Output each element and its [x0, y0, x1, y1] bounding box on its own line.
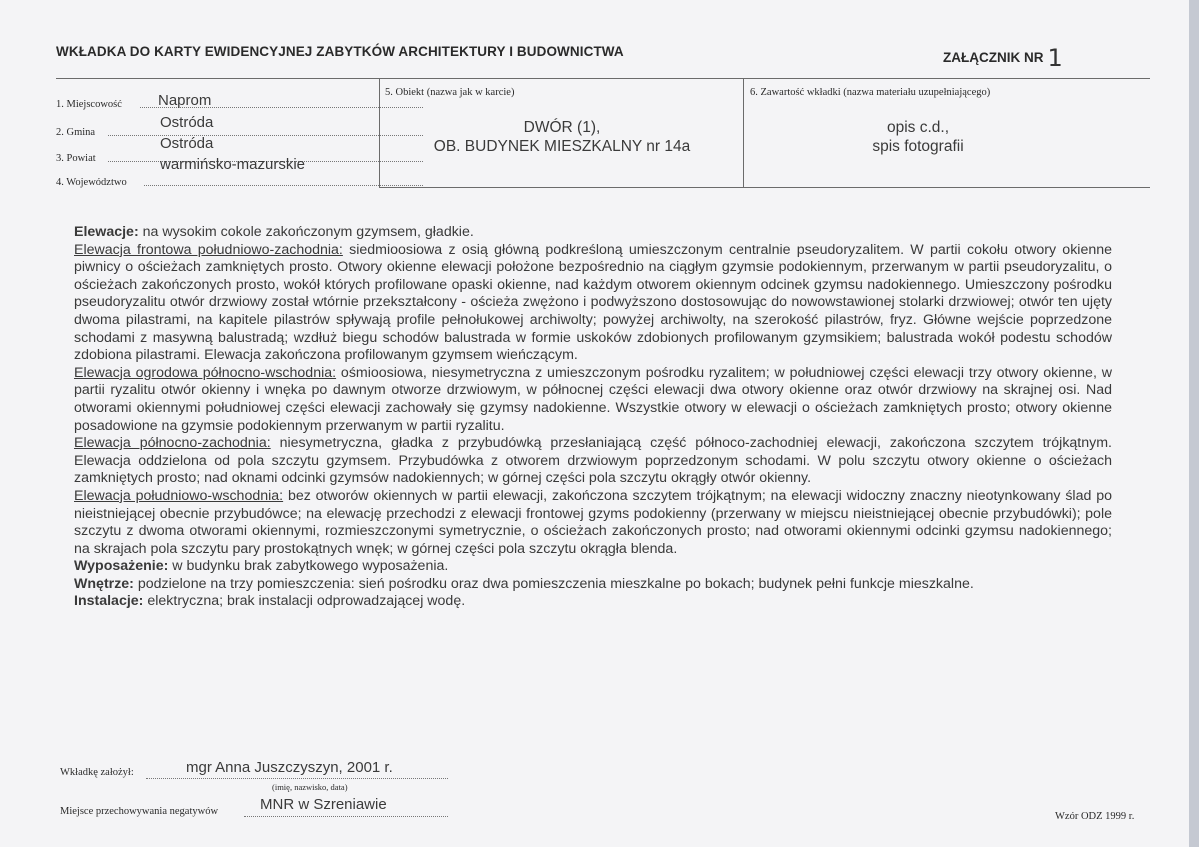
contents-line-1: opis c.d.,: [886, 119, 950, 136]
paragraph-garden: [74, 365, 1112, 435]
field-miejscowosc: [56, 92, 376, 110]
paragraph-front: [74, 242, 1112, 365]
object-line-1: DWÓR (1),: [523, 119, 601, 136]
heading-front: Elewacja frontowa południowo-zachodnia:: [74, 241, 343, 258]
field-gmina: [56, 120, 376, 138]
paragraph-wnetrze: [74, 576, 1112, 594]
heading-wyposazenie: Wyposażenie:: [74, 558, 169, 575]
heading-nw: Elewacja północno-zachodnia:: [74, 435, 271, 452]
object-label: 5. Obiekt (nazwa jak w karcie): [385, 87, 515, 98]
paper-edge: [1189, 0, 1199, 847]
paragraph-wyposazenie: [74, 558, 1112, 576]
paragraph-elewacje: [74, 224, 1112, 242]
author-hint: (imię, nazwisko, data): [272, 782, 348, 792]
dotted-line: [108, 135, 423, 136]
form-code: Wzór ODZ 1999 r.: [1055, 811, 1135, 822]
powiat-label: 3. Powiat: [56, 153, 96, 164]
text-elewacje: na wysokim cokole zakończonym gzymsem, gładkie.: [138, 224, 474, 240]
dotted-line: [146, 778, 448, 779]
heading-garden: Elewacja ogrodowa północno-wschodnia:: [74, 364, 337, 381]
miejscowosc-label: 1. Miejscowość: [56, 99, 122, 110]
object-name: [381, 118, 743, 156]
text-nw: niesymetryczna, gładka z przybudówką przesłaniającą część północo-zachodniej elewacji, zakończona szczytem trójkątnym. Elewacja oddzielona od pola szczytu gzymsem. Przybudówka z otworem drzwiowym poprzedzonym schodami. W polu szczytu otwory okienne o ościeżach zamkniętych prosto; nad oknami odcinki gzymsów nadokiennych; w górnej części pola szczytu okrągły otwór okienny.: [74, 435, 1112, 487]
contents-value: [745, 118, 1091, 156]
annex-number-value: 1: [1047, 44, 1063, 72]
heading-se: Elewacja południowo-wschodnia:: [74, 487, 284, 504]
paragraph-instalacje: [74, 593, 1112, 611]
powiat-value: Ostróda: [160, 135, 214, 152]
annex-number: [943, 40, 1063, 72]
gmina-label: 2. Gmina: [56, 127, 96, 138]
wojewodztwo-value: warmińsko-mazurskie: [160, 156, 306, 173]
author-value: mgr Anna Juszczyszyn, 2001 r.: [186, 759, 393, 776]
paragraph-nw: [74, 435, 1112, 488]
heading-elewacje: Elewacje:: [74, 224, 139, 240]
form-title: WKŁADKA DO KARTY EWIDENCYJNEJ ZABYTKÓW ARCHITEKTURY I BUDOWNICTWA: [56, 44, 624, 59]
author-label: Wkładkę założył:: [60, 767, 134, 778]
annex-label: ZAŁĄCZNIK NR: [943, 50, 1044, 65]
text-front: siedmioosiowa z osią główną podkreśloną umieszczonym centralnie pseudoryzalitem. W partii cokołu otwory okienne piwnicy o ościeżach zamkniętych prosto. Otwory okienne elewacji położone bezpośrednio na ciągłym gzymsie podokiennym, przerwanym w partii pseudoryzalitu, o ościeżach zakończonych prosto, wokół których profilowane opaski okienne, nad każdym otworem okiennym odcinek gzymsu nadokiennego. Umieszczony pośrodku pseudoryzalitu otwór drzwiowy został wtórnie przekształcony - ościeża zwężono i podwyższono dostosowując do nowowstawionej stolarki drzwiowej; otwór ten ujęty dwoma pilastrami, na kapitele pilastrów spływają profile pełnołukowej archiwolty; powyżej archiwolty, na szerokość pilastrów, fryz. Główne wejście poprzedzone schodami z masywną balustradą; wzdłuż biegu schodów balustrada w formie uskoków zdobionych profilowanym gzymsikiem; balustrada wokół podestu schodów zdobiona pilastrami. Elewacja zakończona profilowanym gzymsem wieńczącym.: [74, 241, 1112, 364]
paragraph-se: [74, 488, 1112, 558]
storage-label: Miejsce przechowywania negatywów: [60, 806, 219, 817]
dotted-line: [144, 185, 423, 186]
miejscowosc-value: Naprom: [158, 92, 212, 109]
description-body: [74, 224, 1112, 611]
header-divider: [56, 78, 1150, 79]
table-bottom-divider: [379, 187, 1150, 188]
text-instalacje: elektryczna; brak instalacji odprowadzającej wodę.: [143, 593, 466, 610]
gmina-value: Ostróda: [160, 114, 214, 131]
dotted-line: [244, 816, 448, 817]
contents-label: 6. Zawartość wkładki (nazwa materiału uzupełniającego): [750, 87, 991, 98]
text-wyposazenie: w budynku brak zabytkowego wyposażenia.: [168, 558, 449, 575]
storage-value: MNR w Szreniawie: [260, 796, 387, 813]
heading-instalacje: Instalacje:: [74, 593, 144, 610]
contents-line-2: spis fotografii: [872, 138, 964, 155]
heading-wnetrze: Wnętrze:: [74, 575, 134, 592]
text-wnetrze: podzielone na trzy pomieszczenia: sień pośrodku oraz dwa pomieszczenia mieszkalne po bokach; budynek pełni funkcje mieszkalne.: [133, 575, 974, 592]
object-line-2: OB. BUDYNEK MIESZKALNY nr 14a: [433, 138, 691, 155]
text-garden: ośmioosiowa, niesymetryczna z umieszczonym pośrodku ryzalitem; w południowej części elewacji trzy otwory okienne, w partii ryzalitu otwór okienny i wnęka po dawnym otworze drzwiowym, w północnej części elewacji dwa otwory okienne oraz otwór drzwiowy na skrajnej osi. Nad otworami okiennymi południowej części elewacji zachowały się gzymsy nadokienne. Wszystkie otwory w elewacji o ościeżach zamkniętych prosto; otwory okienne posadowione na gzymsie podokiennym przerwanym w partii ryzalitu.: [74, 364, 1112, 434]
text-se: bez otworów okiennych w partii elewacji, zakończona szczytem trójkątnym; na elewacji widoczny znaczny nieotynkowany ślad po nieistniejącej obecnie przybudówce; na elewację przechodzi z elewacji frontowej gzyms podokienny (przerwany w miejscu nieistniejącej obecnie przybudówki); pole szczytu z dwoma otworami okiennymi, rozmieszczonymi symetrycznie, o ościeżach zakończonych prosto; nad otworami okiennymi odcinki gzymsu nadokiennego; na skrajach pola szczytu pary prostokątnych wnęk; w górnej części pola szczytu okrągła blenda.: [74, 487, 1112, 557]
wojewodztwo-label: 4. Województwo: [56, 177, 127, 188]
